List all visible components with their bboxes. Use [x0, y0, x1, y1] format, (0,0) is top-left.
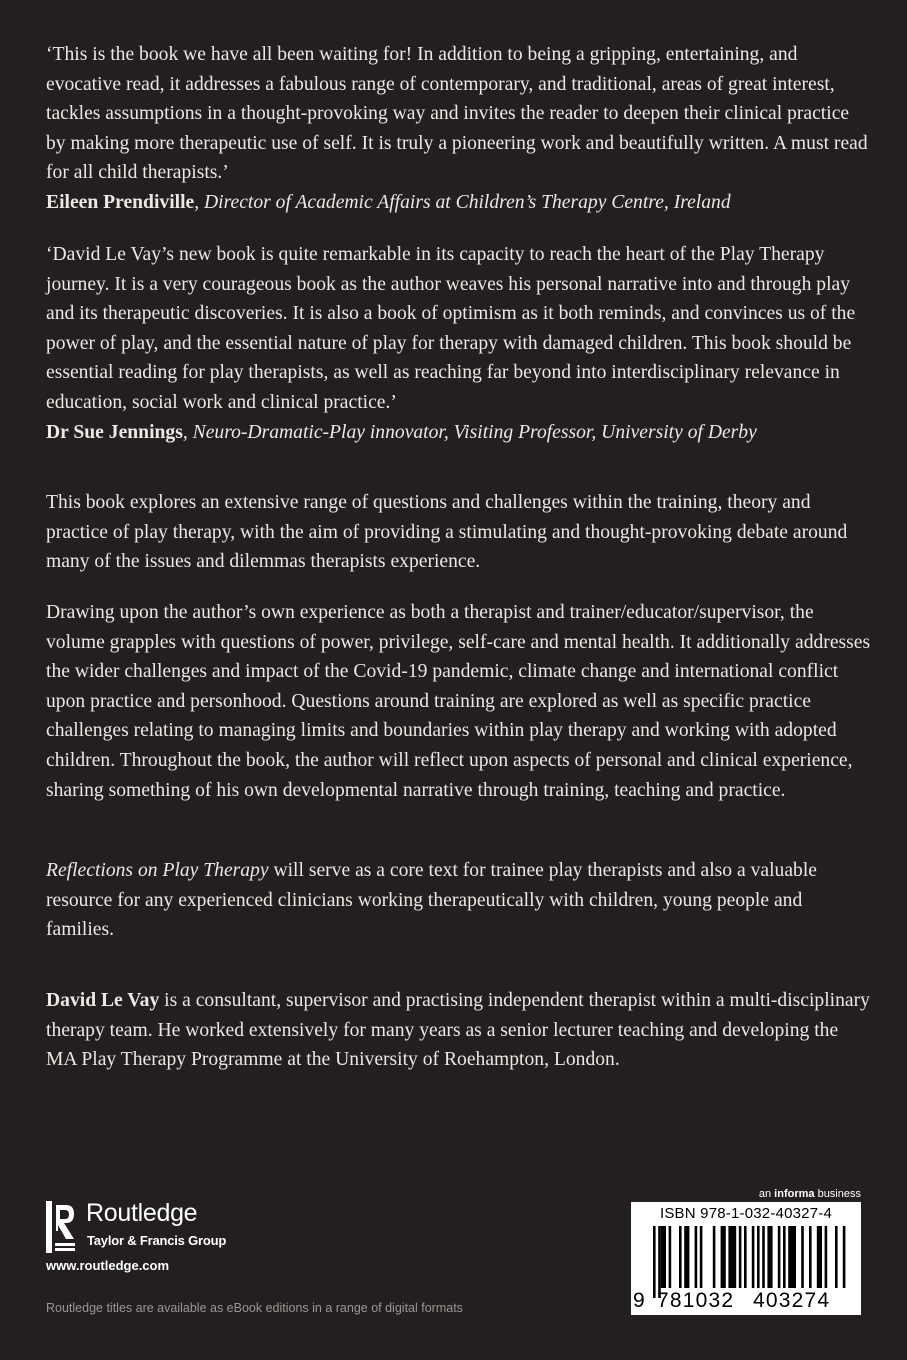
barcode-bar [739, 1226, 742, 1288]
description-rest: will serve as a core text for trainee play therapists and also a valuable resource for any experienced clinicians working therapeutically with children, young people and families. [46, 860, 817, 941]
endorser-name: Eileen Prendiville [46, 191, 195, 213]
isbn-barcode [631, 1202, 861, 1315]
informa-brand: informa [774, 1188, 815, 1200]
barcode-bar [767, 1226, 772, 1288]
endorser-role: Neuro-Dramatic-Play innovator, Visiting Professor, University of Derby [192, 421, 757, 443]
ebook-note: Routledge titles are available as eBook editions in a range of digital formats [46, 1301, 463, 1315]
routledge-logo-icon [46, 1201, 78, 1253]
barcode-bar [653, 1226, 656, 1298]
barcode-bar [825, 1226, 828, 1288]
endorsement-quote: ‘This is the book we have all been waiting for! In addition to being a gripping, entertaining, and evocative read, it addresses a fabulous range of contemporary, and traditional, areas of great interest, tackles assumptions in a thought-provoking way and invites the reader to deepen their clinical practice by making more therapeutic use of self. It is truly a pioneering work and beautifully written. A must read for all child therapists.’ [46, 44, 868, 184]
endorser-name: Dr Sue Jennings [46, 421, 183, 443]
description-text: This book explores an extensive range of questions and challenges within the training, theory and practice of play therapy, with the aim of providing a stimulating and thought-provoking debate around many of the issues and dilemmas therapists experience. [46, 492, 848, 573]
publisher-logo-block [46, 1197, 306, 1257]
isbn-label: ISBN 978-1-032-40327-4 [659, 1205, 832, 1222]
endorsement-attribution: Dr Sue Jennings, Neuro-Dramatic-Play innovator, Visiting Professor, University of Derby [46, 421, 757, 443]
barcode-bar [700, 1226, 703, 1288]
barcode-bar [661, 1226, 666, 1288]
barcode-bar [684, 1226, 689, 1288]
barcode-bar [679, 1226, 682, 1288]
barcode-bar [783, 1226, 786, 1288]
description-paragraph-2 [46, 598, 872, 805]
book-title: Reflections on Play Therapy [46, 860, 269, 881]
barcode-bar [809, 1226, 812, 1288]
publisher-url[interactable]: www.routledge.com [46, 1258, 170, 1273]
barcode-bar [817, 1226, 822, 1288]
barcode-bars-icon [639, 1226, 853, 1298]
barcode-bar [757, 1226, 760, 1288]
barcode-bar [728, 1226, 736, 1288]
barcode-bar [695, 1226, 698, 1288]
publisher-group: Taylor & Francis Group [87, 1233, 227, 1248]
barcode-bar [744, 1226, 747, 1288]
barcode-bar [669, 1226, 672, 1288]
endorsement-1 [46, 40, 872, 218]
informa-business-label: an informa business [758, 1188, 861, 1200]
barcode-bar [752, 1226, 755, 1288]
barcode-bar [843, 1226, 846, 1288]
description-paragraph-1 [46, 488, 872, 577]
barcode-bar [721, 1226, 726, 1288]
author-name: David Le Vay [46, 990, 160, 1011]
barcode-digits-right: 403274 [753, 1289, 831, 1312]
barcode-bar [788, 1226, 796, 1288]
bio-rest: is a consultant, supervisor and practising independent therapist within a multi-disciplinary therapy team. He worked extensively for many years as a senior lecturer teaching and developing the MA Play Therapy Programme at the University of Roehampton, London. [46, 990, 870, 1071]
barcode-digits-left: 781032 [657, 1289, 735, 1312]
barcode-bar [778, 1226, 781, 1288]
bio-text [46, 986, 872, 1075]
endorsement-quote: ‘David Le Vay’s new book is quite remarkable in its capacity to reach the heart of the Play Therapy journey. It is a very courageous book as the author weaves his personal narrative into and through play and its therapeutic discoveries. It is also a book of optimism as it both reminds, and convinces us of the power of play, and the essential nature of play for therapy with damaged children. This book should be essential reading for play therapists, as well as reaching far beyond into interdisciplinary relevance in education, social work and clinical practice.’ [46, 244, 856, 413]
publisher-name: Routledge [86, 1199, 198, 1227]
description-text [46, 856, 872, 945]
description-paragraph-3 [46, 856, 872, 945]
endorser-role: Director of Academic Affairs at Children’s Therapy Centre, Ireland [204, 191, 731, 213]
barcode-digit-first: 9 [633, 1289, 645, 1312]
barcode-bar [762, 1226, 765, 1288]
barcode-bar [658, 1226, 661, 1298]
endorsement-attribution: Eileen Prendiville, Director of Academic Affairs at Children’s Therapy Centre, Ireland [46, 191, 731, 213]
barcode-bar [801, 1226, 804, 1288]
endorsement-2 [46, 240, 872, 447]
author-bio [46, 986, 872, 1075]
description-text: Drawing upon the author’s own experience as both a therapist and trainer/educator/supervisor, the volume grapples with questions of power, privilege, self-care and mental health. It additionally addresses the wider challenges and impact of the Covid-19 pandemic, climate change and international conflict upon practice and personhood. Questions around training are explored as well as specific practice challenges relating to managing limits and boundaries within play therapy and working with adopted children. Throughout the book, the author will reflect upon aspects of personal and clinical experience, sharing something of his own developmental narrative through training, teaching and practice. [46, 602, 871, 801]
barcode-bar [713, 1226, 716, 1288]
barcode-bar [835, 1226, 838, 1288]
